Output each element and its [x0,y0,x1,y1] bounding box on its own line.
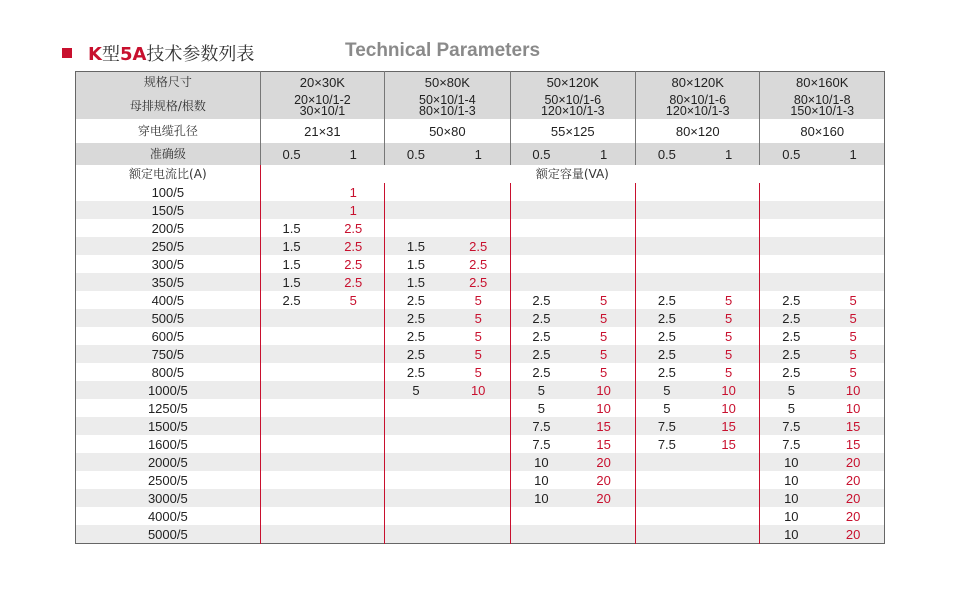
capacity-1: 2.5 [344,220,363,236]
capacity-1 [322,327,384,345]
accuracy-label: 准确级 [76,143,261,165]
capacity-1 [322,309,384,327]
capacity-05: 2.5 [636,309,698,327]
capacity-1: 5 [447,309,510,327]
capacity-1: 5 [724,292,733,308]
capacity-1: 5 [600,364,608,380]
capacity-05 [510,255,572,273]
capacity-05 [760,201,822,219]
capacity-1 [572,273,635,291]
capacity-1: 5 [474,292,482,308]
capacity-1: 5 [849,364,857,380]
capacity-1: 20 [845,508,861,524]
ratio-cell: 1500/5 [76,417,261,435]
capacity-05 [760,237,822,255]
accuracy-class: 1 [698,143,760,165]
busbar-line: 30×10/1 [299,104,346,118]
table-row [76,381,885,399]
title-prefix: K [88,44,102,65]
capacity-05 [260,327,322,345]
model-spec: 80×160K [760,72,885,94]
table-row [76,183,885,201]
capacity-1 [322,435,384,453]
cable-row [76,119,885,143]
capacity-05: 2.5 [510,309,572,327]
capacity-05 [636,237,698,255]
capacity-1: 5 [849,328,857,344]
model-cable: 55×125 [510,119,635,143]
capacity-05: 5 [385,381,447,399]
ratio-cell: 5000/5 [76,525,261,544]
capacity-1 [322,381,384,399]
capacity-05 [385,435,447,453]
capacity-05: 2.5 [510,291,572,309]
capacity-05 [385,525,447,544]
capacity-1: 5 [822,309,884,327]
capacity-05: 2.5 [760,291,822,309]
capacity-1: 2.5 [344,256,363,272]
capacity-05 [260,435,322,453]
capacity-05: 1.5 [260,219,322,237]
busbar-line: 50×10/1-6 [544,93,602,107]
capacity-1: 10 [721,400,736,416]
table-row [76,489,885,507]
model-cable: 50×80 [385,119,510,143]
capacity-05 [636,255,698,273]
capacity-1: 10 [822,381,884,399]
capacity-05: 2.5 [385,363,447,381]
capacity-05 [636,489,698,507]
ratio-cell: 500/5 [76,309,261,327]
capacity-1: 20 [822,525,884,544]
capacity-05 [636,201,698,219]
capacity-05: 5 [636,381,698,399]
ratio-label: 额定电流比(A) [129,166,207,181]
capacity-05: 2.5 [760,309,822,327]
capacity-05: 2.5 [636,345,698,363]
model-cable: 80×160 [760,119,885,143]
capacity-1: 10 [447,381,510,399]
capacity-05 [385,219,447,237]
table-row [76,399,885,417]
capacity-05: 2.5 [385,291,447,309]
capacity-05 [385,399,447,417]
capacity-05: 5 [510,399,572,417]
capacity-1: 5 [349,292,357,308]
capacity-05: 2.5 [385,309,447,327]
capacity-05 [510,201,572,219]
table-row [76,219,885,237]
capacity-05: 2.5 [760,345,822,363]
capacity-1 [322,363,384,381]
capacity-1 [447,183,510,201]
capacity-05: 10 [510,453,572,471]
capacity-1: 10 [698,381,760,399]
capacity-05: 10 [760,507,822,525]
capacity-05: 10 [510,471,572,489]
capacity-1: 5 [849,292,857,308]
capacity-05: 1.5 [260,237,322,255]
accuracy-class: 0.5 [260,143,322,165]
ratio-cell: 800/5 [151,364,185,380]
capacity-05 [260,201,322,219]
capacity-05 [385,507,447,525]
ratio-cell: 400/5 [151,292,185,308]
busbar-line: 150×10/1-3 [790,104,855,118]
ratio-cell: 200/5 [151,220,185,236]
capacity-05: 1.5 [385,255,447,273]
spec-label: 规格尺寸 [76,72,261,94]
capacity-1: 20 [572,453,635,471]
capacity-1: 15 [698,417,760,435]
capacity-1 [322,453,384,471]
ratio-cell: 600/5 [151,328,185,344]
capacity-05: 10 [760,453,822,471]
capacity-1: 10 [845,400,861,416]
title-middle: 型 [101,44,120,65]
capacity-1 [447,525,510,544]
ratio-cell: 4000/5 [147,508,188,524]
capacity-1 [447,489,510,507]
capacity-1: 5 [600,292,608,308]
capacity-05 [636,525,698,544]
spec-row [76,72,885,94]
table-row [76,309,885,327]
capacity-1 [572,219,635,237]
capacity-05 [385,471,447,489]
capacity-05: 10 [760,489,822,507]
table-row [76,417,885,435]
capacity-1: 2.5 [447,273,510,291]
capacity-05 [260,309,322,327]
capacity-1: 2.5 [322,237,384,255]
capacity-1: 20 [572,489,635,507]
capacity-05 [260,525,322,544]
capacity-1 [322,525,384,544]
capacity-1: 1 [322,201,384,219]
capacity-05: 1.5 [385,237,447,255]
table-row [76,345,885,363]
capacity-05 [260,363,322,381]
accuracy-class: 1 [822,143,884,165]
capacity-1 [822,201,884,219]
capacity-1 [322,399,384,417]
capacity-1 [698,453,760,471]
capacity-05 [510,525,572,544]
section-row [76,165,885,183]
model-cable: 80×120 [636,119,760,143]
ratio-cell: 1000/5 [76,381,261,399]
capacity-05 [636,183,698,201]
capacity-05: 5 [636,399,698,417]
title-row [62,40,254,66]
capacity-1 [698,489,760,507]
capacity-05: 7.5 [510,417,572,435]
capacity-1: 5 [600,328,608,344]
capacity-1 [698,219,760,237]
table-row [76,525,885,544]
ratio-cell: 1250/5 [147,400,188,416]
capacity-05: 2.5 [760,363,822,381]
ratio-cell: 350/5 [76,273,261,291]
capacity-1: 5 [698,309,760,327]
capacity-05 [385,183,447,201]
model-spec: 50×80K [385,72,510,94]
busbar-label: 母排规格/根数 [76,93,261,119]
capacity-1 [322,471,384,489]
table-row [76,201,885,219]
model-busbar [636,93,760,119]
capacity-1: 15 [572,417,635,435]
capacity-05 [760,183,822,201]
capacity-1 [447,435,510,453]
busbar-line: 80×10/1-3 [419,104,476,118]
capacity-1 [698,525,760,544]
capacity-05: 1.5 [260,255,322,273]
capacity-05 [260,453,322,471]
table-row [76,471,885,489]
model-spec: 80×120K [636,72,760,94]
capacity-1 [698,201,760,219]
capacity-05 [260,489,322,507]
capacity-05 [260,417,322,435]
square-bullet-icon [62,48,72,58]
capacity-1 [698,471,760,489]
ratio-cell: 1600/5 [147,436,188,452]
capacity-1 [698,273,760,291]
capacity-1: 5 [572,309,635,327]
capacity-1 [698,255,760,273]
capacity-1 [322,489,384,507]
table-row [76,273,885,291]
ratio-cell: 3000/5 [76,489,261,507]
capacity-05 [385,453,447,471]
ratio-cell: 100/5 [151,184,185,200]
busbar-line: 20×10/1-2 [294,93,351,107]
table-row [76,327,885,345]
capacity-1: 2.5 [469,256,488,272]
busbar-line: 80×10/1-6 [669,93,727,107]
accuracy-row [76,143,885,165]
capacity-05 [260,345,322,363]
capacity-1 [822,273,884,291]
capacity-05 [636,507,698,525]
model-cable: 21×31 [260,119,384,143]
capacity-05 [636,219,698,237]
capacity-05: 5 [510,381,572,399]
capacity-label: 额定容量(VA) [260,165,884,183]
accuracy-class: 1 [322,143,384,165]
capacity-1 [322,507,384,525]
capacity-05 [510,273,572,291]
capacity-1: 15 [721,436,736,452]
capacity-1: 10 [572,381,635,399]
accuracy-class: 0.5 [760,143,822,165]
capacity-1: 20 [822,453,884,471]
capacity-05: 1.5 [260,273,322,291]
capacity-1 [322,417,384,435]
capacity-1 [822,255,884,273]
capacity-1: 20 [596,472,611,488]
cable-label: 穿电缆孔径 [137,123,198,138]
capacity-1 [447,471,510,489]
capacity-05: 5 [760,399,822,417]
capacity-1: 20 [822,489,884,507]
ratio-cell: 300/5 [151,256,185,272]
capacity-1: 5 [447,345,510,363]
capacity-1 [572,255,635,273]
capacity-1: 2.5 [322,273,384,291]
capacity-1: 5 [572,345,635,363]
capacity-1 [572,525,635,544]
ratio-cell: 2500/5 [147,472,188,488]
capacity-1 [572,183,635,201]
capacity-05: 7.5 [760,435,822,453]
capacity-1 [698,237,760,255]
capacity-1 [822,237,884,255]
model-spec: 20×30K [260,72,384,94]
capacity-1: 5 [698,345,760,363]
capacity-1 [572,201,635,219]
busbar-line: 50×10/1-4 [419,93,476,107]
ratio-cell: 2000/5 [76,453,261,471]
model-busbar [260,93,384,119]
capacity-1 [822,183,884,201]
capacity-05: 2.5 [760,327,822,345]
table-row [76,291,885,309]
capacity-1 [322,345,384,363]
capacity-1 [572,507,635,525]
accuracy-class: 1 [447,143,510,165]
table-row [76,363,885,381]
capacity-1: 15 [822,417,884,435]
table-row [76,435,885,453]
capacity-05 [510,219,572,237]
ratio-cell: 750/5 [76,345,261,363]
capacity-05 [510,237,572,255]
busbar-row [76,93,885,119]
capacity-1 [572,237,635,255]
capacity-05: 1.5 [385,273,447,291]
capacity-05 [385,489,447,507]
capacity-05 [760,219,822,237]
model-busbar [760,93,885,119]
capacity-05: 7.5 [510,435,572,453]
capacity-05 [260,399,322,417]
capacity-1: 20 [845,472,861,488]
capacity-1: 5 [724,364,733,380]
capacity-05 [260,183,322,201]
table-row [76,237,885,255]
capacity-05 [260,471,322,489]
capacity-05: 2.5 [385,345,447,363]
capacity-1 [698,507,760,525]
accuracy-class: 1 [572,143,635,165]
capacity-1: 5 [724,328,733,344]
accuracy-class: 0.5 [636,143,698,165]
capacity-05 [385,417,447,435]
ratio-cell: 150/5 [76,201,261,219]
capacity-05: 2.5 [385,327,447,345]
capacity-05: 2.5 [636,327,698,345]
capacity-05: 7.5 [636,417,698,435]
capacity-1 [822,219,884,237]
capacity-05: 7.5 [636,435,698,453]
busbar-line: 120×10/1-3 [665,104,730,118]
capacity-1 [447,399,510,417]
capacity-1: 2.5 [447,237,510,255]
busbar-line: 120×10/1-3 [540,104,605,118]
capacity-05: 2.5 [636,363,698,381]
page-title-english: Technical Parameters [345,40,541,61]
capacity-05 [760,255,822,273]
capacity-1: 15 [596,436,611,452]
capacity-05: 2.5 [510,327,572,345]
title-model: 5A [119,44,147,65]
table-row [76,453,885,471]
ratio-cell: 250/5 [76,237,261,255]
table-row [76,507,885,525]
capacity-05 [385,201,447,219]
capacity-05 [636,453,698,471]
capacity-05: 2.5 [260,291,322,309]
model-spec: 50×120K [510,72,635,94]
capacity-05 [260,381,322,399]
capacity-1 [447,417,510,435]
capacity-1 [447,201,510,219]
capacity-1 [447,507,510,525]
capacity-05: 10 [510,489,572,507]
capacity-1 [698,183,760,201]
capacity-05: 7.5 [760,417,822,435]
capacity-1 [447,453,510,471]
capacity-1: 1 [349,184,357,200]
table-row [76,255,885,273]
capacity-1: 5 [474,364,482,380]
capacity-05: 2.5 [510,345,572,363]
page-title [88,40,254,66]
capacity-05 [760,273,822,291]
capacity-05 [510,507,572,525]
accuracy-class: 0.5 [510,143,572,165]
capacity-05: 2.5 [636,291,698,309]
capacity-05 [636,273,698,291]
capacity-1: 10 [596,400,611,416]
capacity-05: 5 [760,381,822,399]
capacity-05 [260,507,322,525]
capacity-05: 2.5 [510,363,572,381]
title-suffix: 技术参数列表 [146,44,255,65]
capacity-1: 5 [822,345,884,363]
capacity-05: 10 [760,525,822,544]
accuracy-class: 0.5 [385,143,447,165]
capacity-05 [510,183,572,201]
capacity-05: 10 [760,471,822,489]
capacity-1 [447,219,510,237]
capacity-05 [636,471,698,489]
capacity-1: 15 [845,436,861,452]
model-busbar [385,93,510,119]
busbar-line: 80×10/1-8 [793,93,851,107]
parameters-table [75,71,885,544]
model-busbar [510,93,635,119]
capacity-1: 5 [474,328,482,344]
